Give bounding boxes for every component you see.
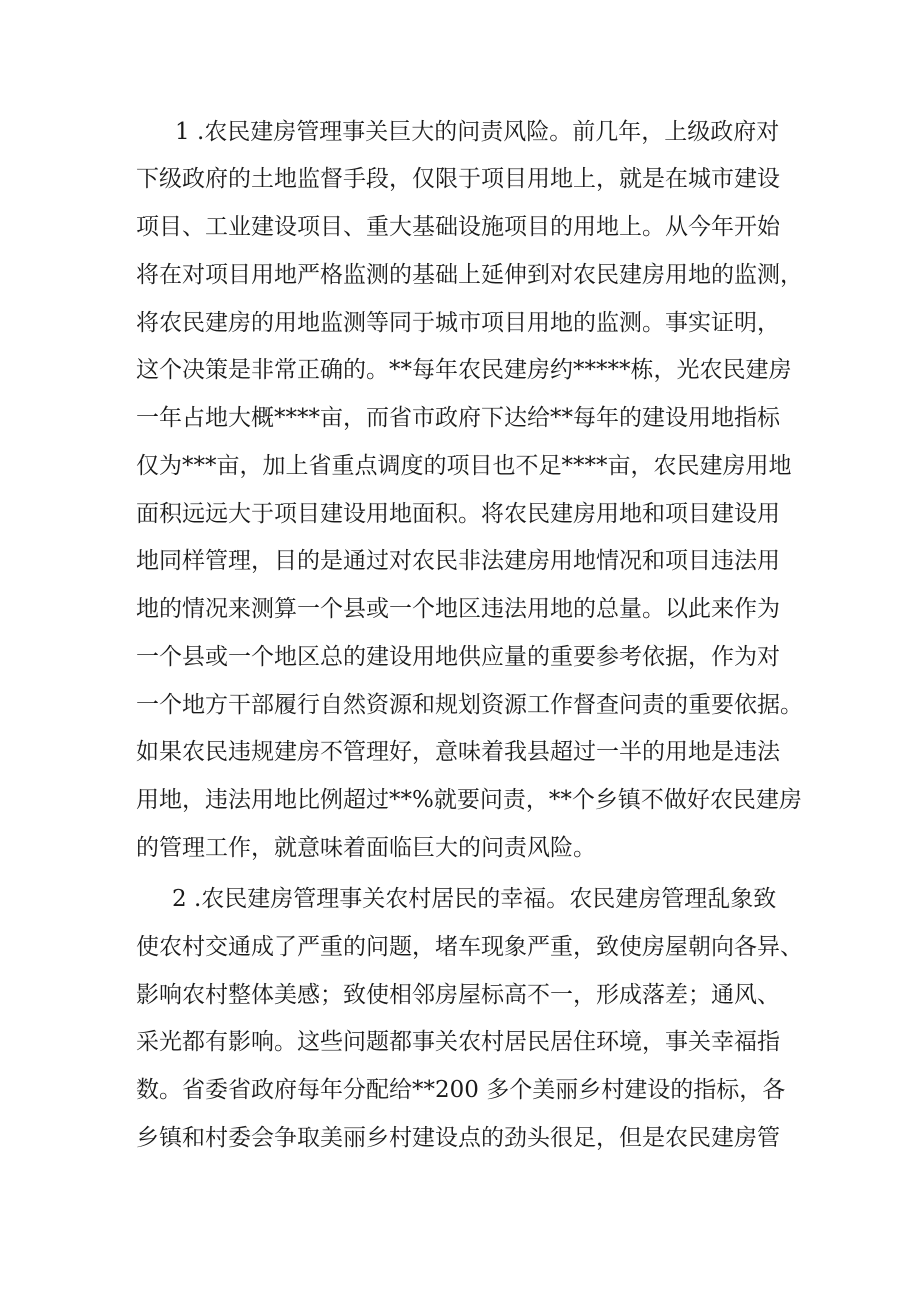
paragraph-1-line-8: 仅为***亩，加上省重点调度的项目也不足****亩，农民建房用地 (136, 453, 792, 479)
paragraph-1-line-13: 一个地方干部履行自然资源和规划资源工作督查问责的重要依据。 (136, 692, 803, 718)
paragraph-2-line-6: 乡镇和村委会争取美丽乡村建设点的劲头很足，但是农民建房管 (136, 1125, 780, 1151)
paragraph-1-line-9: 面积远远大于项目建设用地面积。将农民建房用地和项目建设用 (136, 501, 780, 527)
paragraph-1-line-16: 的管理工作，就意味着面临巨大的问责风险。 (136, 835, 596, 861)
paragraph-1-line-5: 将农民建房的用地监测等同于城市项目用地的监测。事实证明， (136, 310, 780, 336)
paragraph-1-line-14: 如果农民违规建房不管理好，意味着我县超过一半的用地是违法 (136, 739, 780, 765)
paragraph-1-line-1: 1 .农民建房管理事关巨大的问责风险。前几年，上级政府对 (175, 119, 780, 145)
paragraph-1-line-3: 项目、工业建设项目、重大基础设施项目的用地上。从今年开始 (136, 214, 780, 240)
paragraph-1-line-4: 将在对项目用地严格监测的基础上延伸到对农民建房用地的监测， (136, 262, 803, 288)
paragraph-2-line-2: 使农村交通成了严重的问题，堵车现象严重，致使房屋朝向各异、 (136, 934, 803, 960)
paragraph-1-line-7: 一年占地大概****亩，而省市政府下达给**每年的建设用地指标 (136, 405, 780, 431)
paragraph-2-line-5: 数。省委省政府每年分配给**200 多个美丽乡村建设的指标，各 (136, 1077, 786, 1103)
paragraph-2-line-3: 影响农村整体美感；致使相邻房屋标高不一，形成落差；通风、 (136, 982, 780, 1008)
paragraph-1-line-12: 一个县或一个地区总的建设用地供应量的重要参考依据，作为对 (136, 644, 780, 670)
paragraph-1-line-6: 这个决策是非常正确的。**每年农民建房约*****栋，光农民建房 (136, 357, 792, 383)
paragraph-2-line-1: 2 .农民建房管理事关农村居民的幸福。农民建房管理乱象致 (172, 886, 777, 912)
paragraph-1-line-11: 地的情况来测算一个县或一个地区违法用地的总量。以此来作为 (136, 596, 780, 622)
paragraph-2-line-4: 采光都有影响。这些问题都事关农村居民居住环境，事关幸福指 (136, 1029, 780, 1055)
paragraph-1-line-15: 用地，违法用地比例超过**%就要问责，**个乡镇不做好农民建房 (136, 787, 802, 813)
paragraph-1-line-10: 地同样管理，目的是通过对农民非法建房用地情况和项目违法用 (136, 548, 780, 574)
paragraph-1-line-2: 下级政府的土地监督手段，仅限于项目用地上，就是在城市建设 (136, 166, 780, 192)
